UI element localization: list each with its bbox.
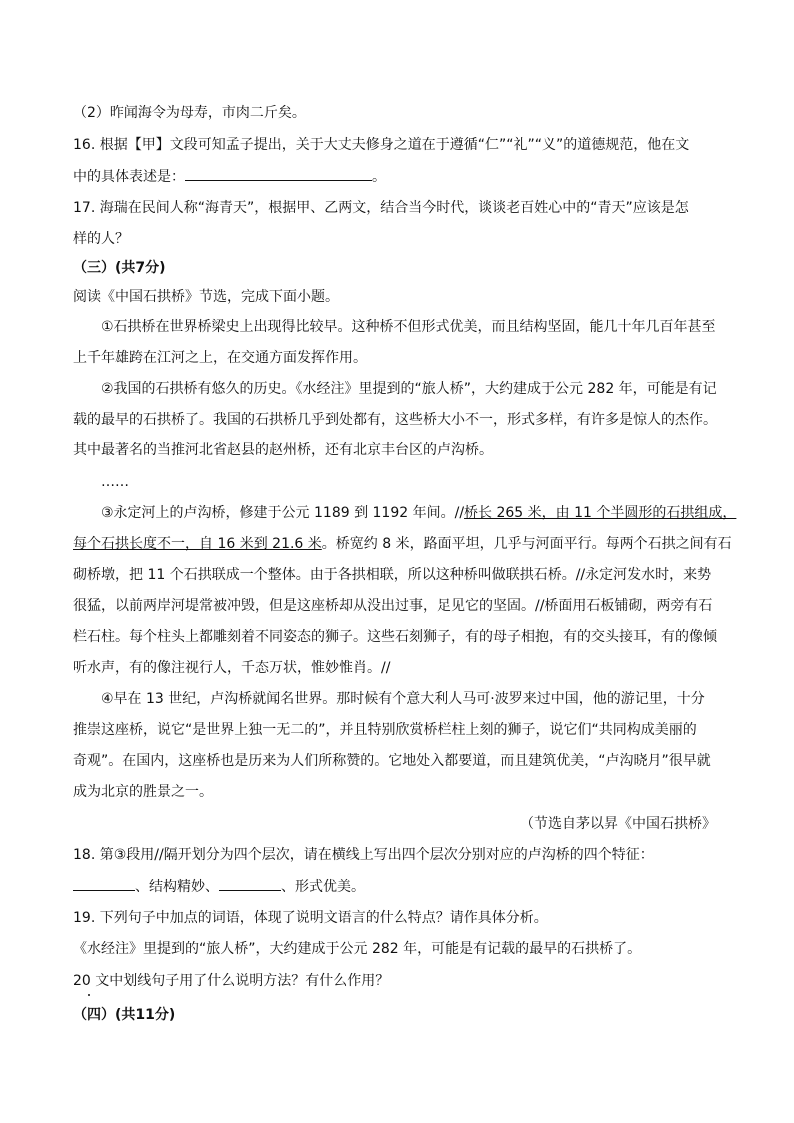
q17-line2: 样的人？ xyxy=(73,231,129,247)
answer-blank[interactable] xyxy=(185,166,372,181)
section4-heading: （四）(共11分) xyxy=(73,1007,176,1023)
answer-blank[interactable] xyxy=(219,876,281,891)
q18-line1: 18. 第③段用//隔开划分为四个层次，请在横线上写出四个层次分别对应的卢沟桥的四个特征： xyxy=(73,847,654,863)
paragraph-2-line: 其中最著名的当推河北省赵县的赵州桥，还有北京丰台区的卢沟桥。 xyxy=(73,442,493,458)
paragraph-3-line: 很猛，以前两岸河堤常被冲毁，但是这座桥却从没出过事，足见它的坚固。//桥面用石板铺砌，两旁有石 xyxy=(73,598,713,614)
section3-heading: （三）(共7分) xyxy=(73,260,166,276)
q19-line1: 19. 下列句子中加点的词语，体现了说明文语言的什么特点？请作具体分析。 xyxy=(73,910,548,926)
underlined-sentence: 桥长 265 米，由 11 个半圆形的石拱组成， xyxy=(464,505,737,521)
paragraph-3-line: 栏石柱。每个柱头上都雕刻着不同姿态的狮子。这些石刻狮子，有的母子相抱，有的交头接耳，有的像倾 xyxy=(73,629,717,645)
q20: 20 文中划线句子用了什么说明方法？有什么作用？ xyxy=(73,973,390,989)
paragraph-4-line: ④早在 13 世纪，卢沟桥就闻名世界。那时候有个意大利人马可·波罗来过中国，他的游记里，十分 xyxy=(101,691,705,707)
q17-line1: 17. 海瑞在民间人称“海青天”，根据甲、乙两文，结合当今时代，谈谈老百姓心中的“青天”应该是怎 xyxy=(73,200,689,216)
emphasis-dot xyxy=(88,994,90,996)
ellipsis: …… xyxy=(101,474,129,490)
answer-blank[interactable] xyxy=(73,876,135,891)
q16-line1: 16. 根据【甲】文段可知孟子提出，关于大丈夫修身之道在于遵循“仁”“礼”“义”的道德规范，他在文 xyxy=(73,137,690,153)
paragraph-2-line: ②我国的石拱桥有悠久的历史。《水经注》里提到的“旅人桥”，大约建成于公元 282 年，可能是有记 xyxy=(101,381,717,397)
paragraph-2-line: 载的最早的石拱桥了。我国的石拱桥几乎到处都有，这些桥大小不一，形式多样，有许多是惊人的杰作。 xyxy=(73,412,717,428)
source-citation: （节选自茅以昇《中国石拱桥》 xyxy=(520,816,716,832)
paragraph-4-line: 成为北京的胜景之一。 xyxy=(73,784,213,800)
q15-item2: （2）昨闻海令为母寿，市肉二斤矣。 xyxy=(73,105,306,121)
underlined-sentence: 每个石拱长度不一，自 16 米到 21.6 米 xyxy=(73,536,322,552)
q16-line2: 中的具体表述是： 。 xyxy=(73,166,386,187)
paragraph-3-line: 听水声，有的像注视行人，千态万状，惟妙惟肖。// xyxy=(73,660,391,676)
section3-intro: 阅读《中国石拱桥》节选，完成下面小题。 xyxy=(73,289,339,305)
paragraph-3-line: ③永定河上的卢沟桥，修建于公元 1189 到 1192 年间。//桥长 265 米，由 11 个半圆形的石拱组成， xyxy=(101,505,737,521)
q19-line2: 《水经注》里提到的“旅人桥”，大约建成于公元 282 年，可能是有记载的最早的石拱桥了。 xyxy=(73,941,642,957)
paragraph-1-line: ①石拱桥在世界桥梁史上出现得比较早。这种桥不但形式优美，而且结构坚固，能几十年几百年甚至 xyxy=(101,319,716,335)
paragraph-4-line: 推崇这座桥，说它“是世界上独一无二的”，并且特别欣赏桥栏柱上刻的狮子，说它们“共同构成美丽的 xyxy=(73,722,697,738)
paragraph-3-line: 砌桥墩，把 11 个石拱联成一个整体。由于各拱相联，所以这种桥叫做联拱石桥。//永定河发水时，来势 xyxy=(73,567,712,583)
paragraph-3-line: 每个石拱长度不一，自 16 米到 21.6 米。桥宽约 8 米，路面平坦，几乎与河面平行。每两个石拱之间有石 xyxy=(73,536,732,552)
paragraph-1-line: 上千年雄跨在江河之上，在交通方面发挥作用。 xyxy=(73,350,367,366)
paragraph-4-line: 奇观”。在国内，这座桥也是历来为人们所称赞的。它地处入都要道，而且建筑优美，“卢沟晓月”很早就 xyxy=(73,753,711,769)
q18-line2: 、结构精妙、 、形式优美。 xyxy=(73,876,365,897)
